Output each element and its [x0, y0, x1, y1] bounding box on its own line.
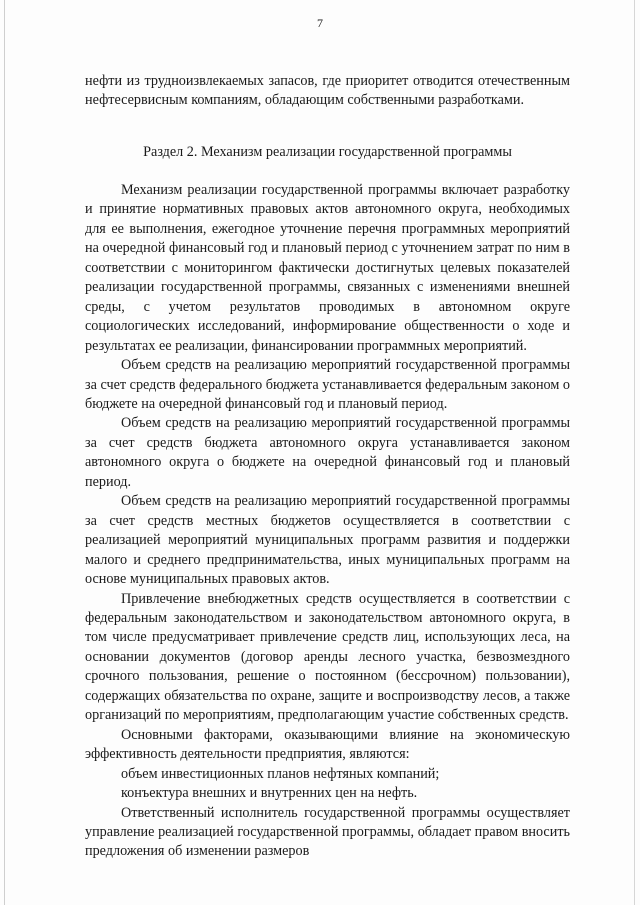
page-edge-right — [634, 0, 635, 905]
factor-item: конъектура внешних и внутренних цен на нефть. — [121, 785, 418, 802]
intro-paragraph: нефти из трудноизвлекаемых запасов, где приоритет отводится отечественным нефтесервисным компаниям, обладающим собственными разработками. — [85, 73, 570, 109]
section-title: Раздел 2. Механизм реализации государственной программы — [143, 144, 512, 160]
factor-item: объем инвестиционных планов нефтяных компаний; — [121, 765, 440, 782]
paragraph-regional-budget: Объем средств на реализацию мероприятий государственной программы за счет средств бюджета автономного округа устанавливается законом автономного округа о бюджете на очередной финансовый год и плановый период. — [85, 415, 570, 490]
paragraph-local-budgets: Объем средств на реализацию мероприятий государственной программы за счет средств местных бюджетов осуществляется в соответствии с реализацией мероприятий муниципальных программ развития и поддержки малого и среднего предпринимательства, иных муниципальных программ на основе муниципальных правовых актов. — [85, 493, 570, 588]
intro-block — [85, 72, 570, 111]
page-number: 7 — [317, 16, 323, 30]
paragraph-responsible-executor: Ответственный исполнитель государственной программы осуществляет управление реализацией государственной программы, обладает правом вносить предложения об изменении размеров — [85, 804, 570, 860]
paragraph-federal-budget: Объем средств на реализацию мероприятий государственной программы за счет средств федерального бюджета устанавливается федеральным законом о бюджете на очередной финансовый год и плановый период. — [85, 357, 570, 412]
paragraph-extra-budget: Привлечение внебюджетных средств осуществляется в соответствии с федеральным законодательством и законодательством автономного округа, в том числе предусматривает привлечение средств лиц, использующих леса, на основании документов (договор аренды лесного участка, безвозмездного срочного пользования, решение о постоянном (бессрочном) пользовании), содержащих обязательства по охране, защите и воспроизводству лесов, а также организаций по мероприятиям, предполагающим участие собственных средств. — [85, 590, 570, 724]
page-edge-left — [4, 0, 5, 905]
paragraph-mechanism: Механизм реализации государственной программы включает разработку и принятие нормативных правовых актов автономного округа, необходимых для ее выполнения, ежегодное уточнение перечня программных мероприятий на очередной финансовый год и плановый период с уточнением затрат по ним в соответствии с мониторингом фактически достигнутых целевых показателей реализации государственной программы, связанных с изменениями внешней среды, с учетом результатов проводимых в автономном округе социологических исследований, информирование общественности о ходе и результатах ее реализации, финансировании программных мероприятий. — [85, 182, 570, 354]
body-block — [85, 181, 570, 862]
paragraph-factors-intro: Основными факторами, оказывающими влияние на экономическую эффективность деятельности предприятия, являются: — [85, 726, 570, 763]
